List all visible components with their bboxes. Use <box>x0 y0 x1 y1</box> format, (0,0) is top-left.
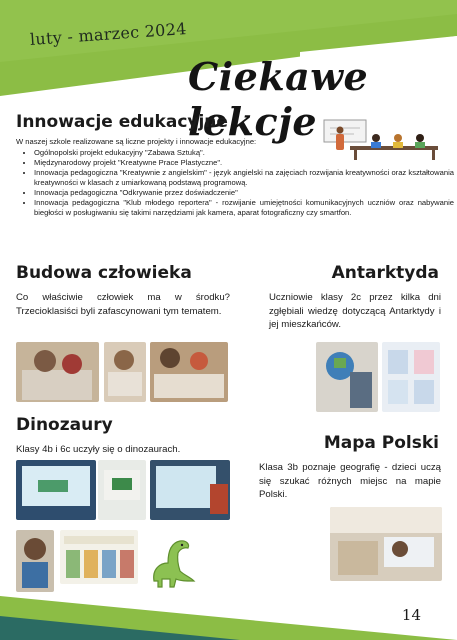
issue-date: luty - marzec 2024 <box>29 19 188 49</box>
antarktyda-text: Uczniowie klasy 2c przez kilka dni zgłębiali wiedzę dotyczącą Antarktydy i jej mieszkańców. <box>269 292 441 330</box>
photo-budowa-2 <box>104 342 146 402</box>
innovations-intro: W naszej szkole realizowane są liczne projekty i innowacje edukacyjne: <box>16 137 257 146</box>
innovations-item: • Innowacja pedagogiczna "Kreatywnie z angielskim" - język angielski na zajęciach rozwijania kreatywności oraz kształtowania kreatywności w klasach z umiarkowaną podstawą programową. <box>34 168 454 188</box>
budowa-heading: Budowa człowieka <box>16 263 192 283</box>
innovations-item: • Innowacja pedagogiczna "Odkrywanie przez doświadczenie" <box>34 188 454 198</box>
photo-dino-3 <box>150 460 230 520</box>
photo-budowa-3 <box>150 342 228 402</box>
photo-dino-2 <box>98 460 146 520</box>
innovations-item: • Ogólnopolski projekt edukacyjny "Zabawa Sztuką". <box>34 148 454 158</box>
dinosaur-icon <box>146 535 196 591</box>
photo-dino-5 <box>60 530 138 584</box>
innovations-item: • Międzynarodowy projekt "Kreatywne Prace Plastyczne". <box>34 158 454 168</box>
classroom-illustration <box>320 116 442 162</box>
photo-antarktyda-2 <box>382 342 440 412</box>
photo-dino-4 <box>16 530 54 592</box>
mapa-heading: Mapa Polski <box>323 433 439 453</box>
photo-budowa-1 <box>16 342 99 402</box>
photo-antarktyda-1 <box>316 342 378 412</box>
page-number: 14 <box>401 606 421 624</box>
innovations-heading: Innowacje edukacyjne <box>16 112 228 132</box>
photo-dino-1 <box>16 460 96 520</box>
dinozaury-text: Klasy 4b i 6c uczyły się o dinozaurach. <box>16 444 181 455</box>
photo-mapa <box>330 507 442 581</box>
innovations-item: • Innowacja pedagogiczna "Klub młodego reportera" - rozwijanie umiejętności komunikacyjnych uczniów oraz nabywanie biegłości w posługiwaniu się takimi narzędziami jak kamera, aparat fotograficzny czy smartfon. <box>34 198 454 218</box>
page-title: Ciekawe lekcje <box>188 54 369 144</box>
budowa-text: Co właściwie człowiek ma w środku? Trzecioklasiści byli zafascynowani tym tematem. <box>16 292 230 317</box>
footer-band <box>0 596 457 640</box>
mapa-text: Klasa 3b poznaje geografię - dzieci uczą się szukać różnych miejsc na mapie Polski. <box>259 462 441 500</box>
dinozaury-heading: Dinozaury <box>16 415 113 435</box>
antarktyda-heading: Antarktyda <box>331 263 439 283</box>
